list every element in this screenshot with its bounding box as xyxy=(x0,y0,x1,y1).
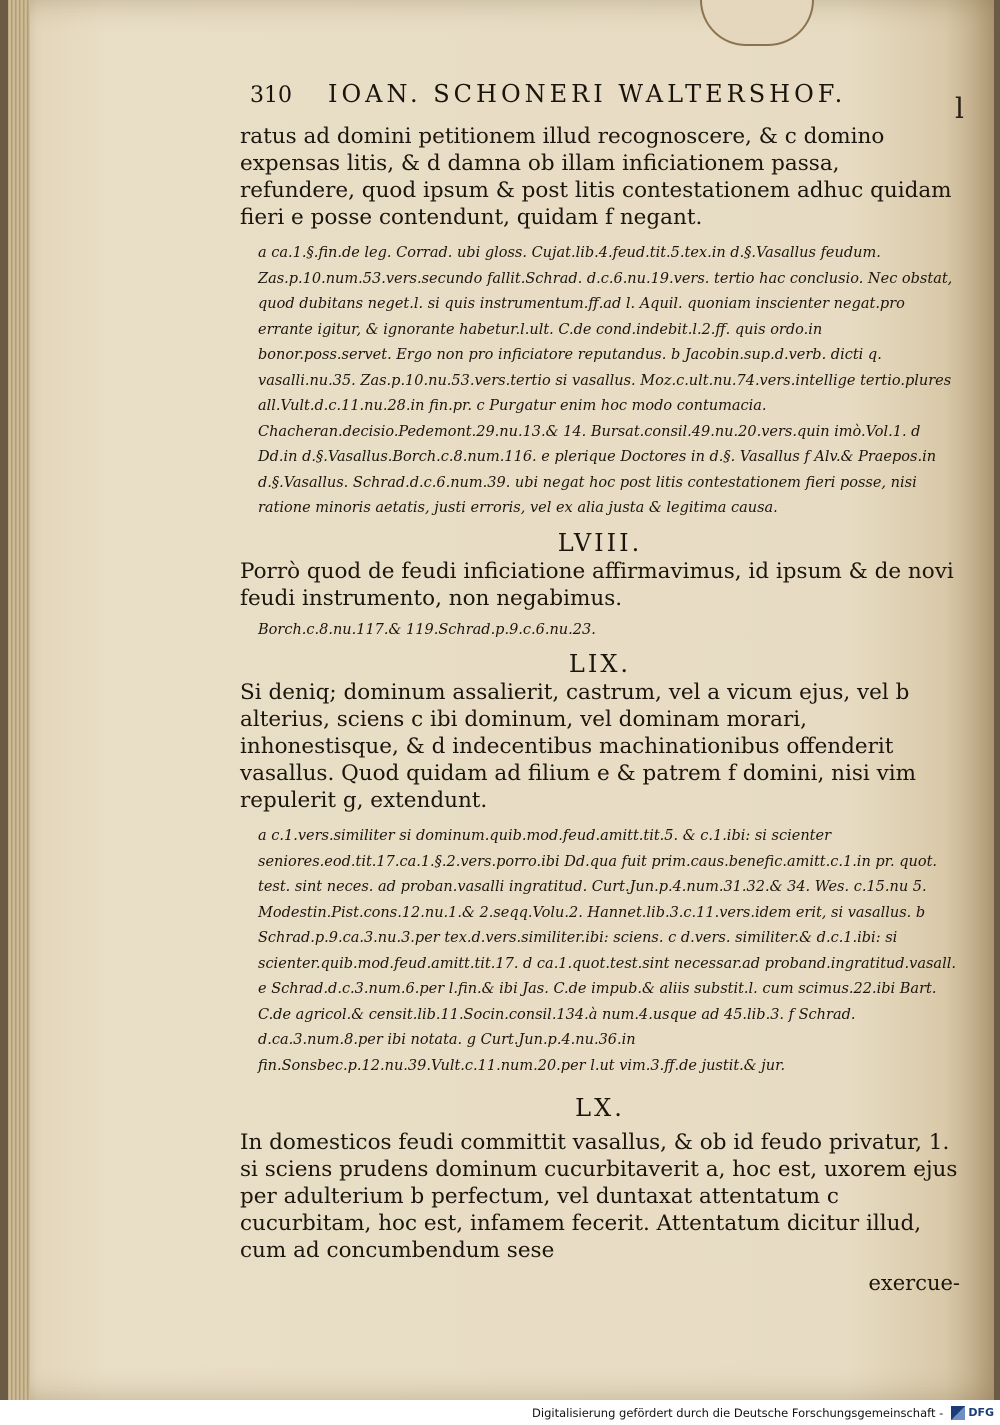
footnote-block: a c.1.vers.similiter si dominum.quib.mod.feud.amitt.tit.5. & c.1.ibi: si scienter seniores.eod.tit.17.ca.1.§.2.vers.porro.ibi Dd.qua fuit prim.caus.benefic.amitt.c.1.in pr. quot. test. sint neces. ad proban.vasalli ingratitud. Curt.Jun.p.4.num.31.32.& 34. Wes. c.15.nu 5. Modestin.Pist.cons.12.nu.1.& 2.seqq.Volu.2. Hannet.lib.3.c.11.vers.idem erit, si vasallus. b Schrad.p.9.ca.3.nu.3.per tex.d.vers.similiter.ibi: sciens. c d.vers. similiter.& d.c.1.ibi: si scienter.quib.mod.feud.amitt.tit.17. d ca.1.quot.test.sint necessar.ad proband.ingratitud.vasall. e Schrad.d.c.3.num.6.per l.fin.& ibi Jas. C.de impub.& aliis substit.l. cum scimus.22.ibi Bart. C.de agricol.& censit.lib.11.Socin.consil.134.à num.4.usque ad 45.lib.3. f Schrad. d.ca.3.num.8.per ibi notata. g Curt.Jun.p.4.nu.36.in fin.Sonsbec.p.12.nu.39.Vult.c.11.num.20.per l.ut vim.3.ff.de justit.& jur. xyxy=(258,828,956,1074)
page-number: 310 xyxy=(250,83,292,108)
paragraph: In domesticos feudi committit vasallus, & ob id feudo privatur, 1. si sciens prudens dominum cucurbitaverit a, hoc est, uxorem ejus per adulterium b perfectum, vel duntaxat attentatum c cucurbitam, hoc est, infamem fecerit. Attentatum dicitur illud, cum ad concumbendum sese xyxy=(240,1130,958,1263)
footer-credit: Digitalisierung gefördert durch die Deutsche Forschungsgemeinschaft - xyxy=(532,1405,944,1420)
footnote-block: a ca.1.§.fin.de leg. Corrad. ubi gloss. Cujat.lib.4.feud.tit.5.tex.in d.§.Vasallus feudum. Zas.p.10.num.53.vers.secundo fallit.Schrad. d.c.6.nu.19.vers. tertio hac conclusio. Nec obstat, quod dubitans neget.l. si quis instrumentum.ff.ad l. Aquil. quoniam inscienter negat.pro errante igitur, & ignorante habetur.l.ult. C.de cond.indebit.l.2.ff. quis ordo.in bonor.poss.servet. Ergo non pro inficiatore reputandus. b Jacobin.sup.d.verb. dicti q. vasalli.nu.35. Zas.p.10.nu.53.vers.tertio si vasallus. Moz.c.ult.nu.74.vers.intellige tertio.plures all.Vult.d.c.11.nu.28.in fin.pr. c Purgatur enim hoc modo contumacia. Chacheran.decisio.Pedemont.29.nu.13.& 14. Bursat.consil.49.nu.20.vers.quin imò.Vol.1. d Dd.in d.§.Vasallus.Borch.c.8.num.116. e plerique Doctores in d.§. Vasallus f Alv.& Praepos.in d.§.Vasallus. Schrad.d.c.6.num.39. ubi negat hoc post litis contestationem fieri posse, nisi ratione minoris aetatis, justi erroris, vel ex alia justa & legitima causa. xyxy=(258,245,953,516)
header-mark: l xyxy=(955,92,964,125)
section-heading: LIX. xyxy=(568,650,632,678)
page-edge-texture xyxy=(8,0,30,1400)
page-tab-notch xyxy=(700,0,814,46)
paragraph: Porrò quod de feudi inficiatione affirmavimus, id ipsum & de novi feudi instrumento, non negabimus. xyxy=(240,558,954,611)
footnote-block: Borch.c.8.nu.117.& 119.Schrad.p.9.c.6.nu.23. xyxy=(258,621,596,638)
section-heading: LX. xyxy=(575,1094,625,1122)
page-body xyxy=(240,123,960,1297)
section-heading: LVIII. xyxy=(557,528,643,557)
page-header xyxy=(250,80,890,120)
paragraph: ratus ad domini petitionem illud recognoscere, & c domino expensas litis, & d damna ob illam inficiationem passa, refundere, quod ipsum & post litis contestationem adhuc quidam fieri e posse contendunt, quidam f negant. xyxy=(240,124,952,230)
dfg-logo-icon xyxy=(951,1406,965,1420)
paragraph: Si deniq; dominum assalierit, castrum, vel a vicum ejus, vel b alterius, sciens c ibi dominum, vel dominam morari, inhonestisque, & d indecentibus machinationibus offenderit vasallus. Quod quidam ad filium e & patrem f domini, nisi vim repulerit g, extendunt. xyxy=(240,680,917,813)
footer-bar xyxy=(0,1400,1000,1425)
running-head: IOAN. SCHONERI WALTERSHOF. xyxy=(328,80,847,108)
dfg-logo-label: DFG xyxy=(968,1406,994,1419)
catchword: exercue- xyxy=(868,1271,960,1295)
dfg-logo xyxy=(951,1406,994,1420)
